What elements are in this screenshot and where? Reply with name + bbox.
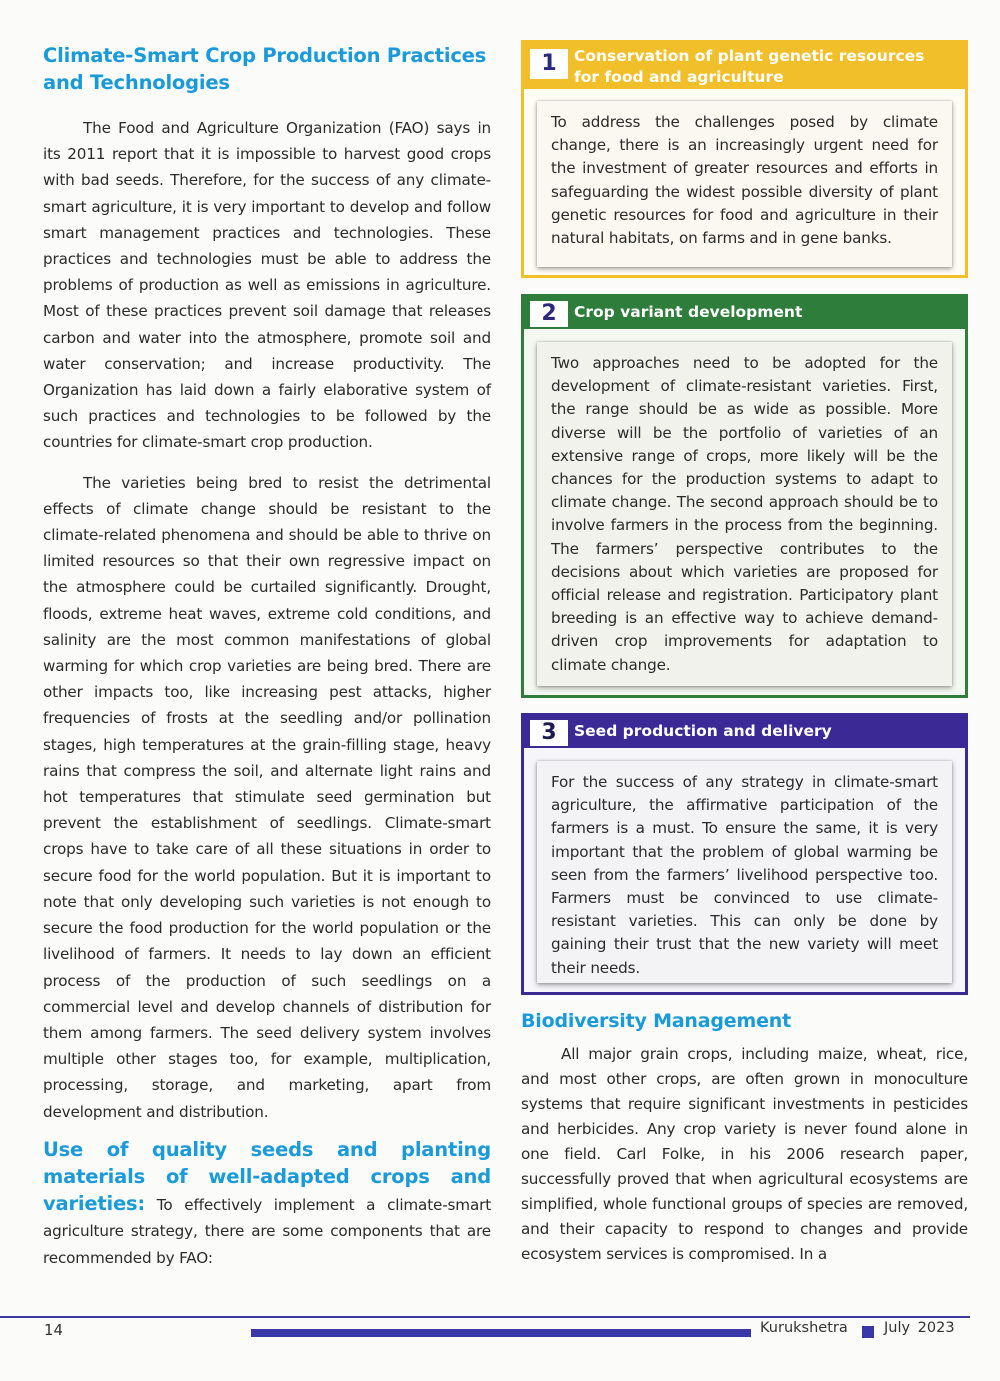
info-box-crop-variant	[521, 294, 968, 698]
biodiversity-heading: Biodiversity Management	[521, 1010, 791, 1032]
info-box-conservation	[521, 40, 968, 278]
paragraph: The Food and Agriculture Organization (FAO) says in its 2011 report that it is impossible to harvest good crops with bad seeds. Therefore, for the success of any climate-smart agriculture, it is very important to develop and follow smart management practices and technologies. These practices and technologies must be able to address the problems of production as well as emissions in agriculture. Most of these practices prevent soil damage that releases carbon and water into the atmosphere, promote soil and water conservation; and increase productivity. The Organization has laid down a fairly elaborative system of such practices and technologies to be followed by the countries for climate-smart crop production.	[43, 119, 491, 452]
box-number: 1	[530, 49, 568, 79]
footer-divider	[0, 1316, 970, 1318]
box-number: 3	[530, 720, 568, 746]
box-text: To address the challenges posed by climate change, there is an increasingly urgent need for the investment of greater resources and efforts in safeguarding the widest possible diversity of plant genetic resources for food and agriculture in their natural habitats, on farms and in gene banks.	[551, 113, 938, 248]
paragraph: The varieties being bred to resist the detrimental effects of climate change should be resistant to the climate-related phenomena and should be able to thrive on limited resources so that their own regressive impact on the atmosphere could be curtailed significantly. Drought, floods, extreme heat waves, extreme cold conditions, and salinity are the most common manifestations of global warming for which crop varieties are being bred. There are other impacts too, like increasing pest attacks, higher frequencies of frosts at the seedling and/or pollination stages, high temperatures at the grain-filling stage, heavy rains that compress the soil, and alternate light rains and hot temperatures that stimulate seed germination but prevent the establishment of seedlings. Climate-smart crops have to take care of all these situations in order to secure food for the world population. But it is important to note that only developing such varieties is not enough to secure the food production for the world population or the livelihood of farmers. It needs to lay down an efficient process of the production of such seedlings on a commercial level and develop channels of distribution for them among farmers. The seed delivery system involves multiple other stages too, for example, multiplication, processing, storage, and marketing, apart from development and distribution.	[43, 473, 491, 1121]
page-number: 14	[44, 1321, 64, 1339]
box-text: For the success of any strategy in climate-smart agriculture, the affirmative participation of the farmers is a must. To ensure the same, it is very important that the problem of global warming be seen from the farmers’ livelihood perspective too. Farmers must be convinced to use climate-resistant varieties. This can only be done by gaining their trust that the new variety will meet their needs.	[551, 773, 938, 977]
square-bullet-icon	[862, 1326, 874, 1338]
box-content	[537, 761, 952, 983]
box-text: Two approaches need to be adopted for the development of climate-resistant varieties. First, the range should be as wide as possible. More diverse will be the portfolio of varieties of an extensive range of crops, more likely will be the chances for the production systems to adapt to climate change. The second approach should be to involve farmers in the process from the beginning. The farmers’ perspective contributes to the decisions about which varieties are proposed for official release and registration. Participatory plant breeding is an effective way to achieve demand-driven crop improvements for adaptation to climate change.	[551, 354, 938, 674]
box-title: Conservation of plant genetic resources for food and agriculture	[574, 47, 925, 86]
box-title: Seed production and delivery	[574, 722, 832, 740]
left-column	[43, 42, 491, 1271]
biodiversity-section	[521, 1008, 968, 1267]
box-header	[524, 716, 965, 748]
subsection-text: To effectively implement a climate-smart agriculture strategy, there are some components that are recommended by FAO:	[43, 1196, 491, 1267]
footer-decorative-bar	[251, 1329, 751, 1337]
box-content	[537, 342, 952, 686]
biodiversity-paragraph: All major grain crops, including maize, wheat, rice, and most other crops, are often grown in monoculture systems that require significant investments in pesticides and herbicides. Any crop variety is never found alone in one field. Carl Folke, in his 2006 research paper, successfully proved that when agricultural ecosystems are simplified, whole functional groups of species are removed, and their capacity to respond to changes and provide ecosystem services is compromised. In a	[521, 1045, 968, 1263]
subsection-heading: Use of quality seeds and planting materials of well-adapted crops and varieties:	[43, 1137, 491, 1216]
box-title: Crop variant development	[574, 303, 803, 321]
issue-date: July 2023	[884, 1320, 955, 1336]
box-number: 2	[530, 301, 568, 327]
section-heading: Climate-Smart Crop Production Practices and Technologies	[43, 44, 487, 94]
box-header	[524, 297, 965, 329]
box-content	[537, 101, 952, 267]
subsection-paragraph	[43, 1137, 491, 1271]
box-header	[524, 43, 965, 89]
magazine-name: Kurukshetra	[760, 1320, 848, 1336]
info-box-seed-production	[521, 713, 968, 995]
